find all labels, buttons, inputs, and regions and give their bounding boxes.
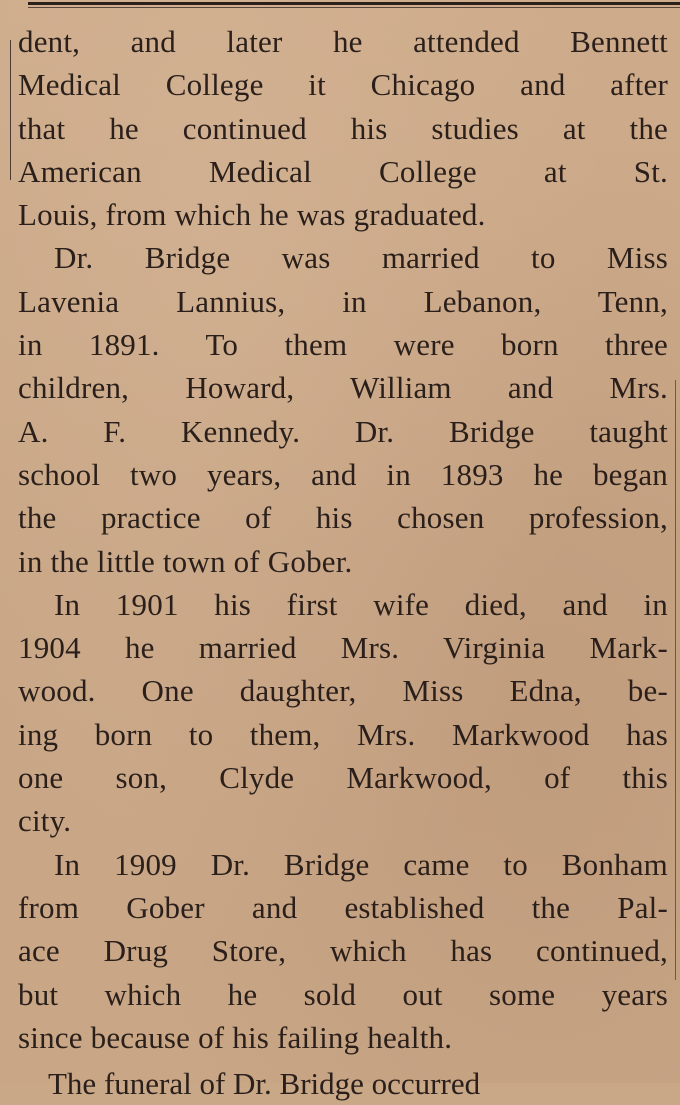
article-line: Lavenia Lannius, in Lebanon, Tenn, [18, 283, 668, 319]
right-column-rule [675, 380, 676, 980]
top-column-rule [28, 2, 680, 5]
article-line: in 1891. To them were born three [18, 327, 668, 363]
article-line: Medical College it Chicago and after [18, 67, 668, 103]
article-line: in the little town of Gober. [18, 543, 353, 579]
article-line: that he continued his studies at the [18, 110, 668, 146]
article-line: 1904 he married Mrs. Virginia Mark- [18, 630, 668, 666]
article-line: ace Drug Store, which has continued, [18, 933, 668, 969]
left-column-rule [10, 40, 11, 180]
article-line: school two years, and in 1893 he began [18, 456, 668, 492]
article-line: children, Howard, William and Mrs. [18, 370, 668, 406]
article-line: Louis, from which he was graduated. [18, 197, 486, 233]
article-line: ing born to them, Mrs. Markwood has [18, 716, 668, 752]
article-line: but which he sold out some years [18, 976, 668, 1012]
article-line: A. F. Kennedy. Dr. Bridge taught [18, 413, 668, 449]
article-line: from Gober and established the Pal- [18, 889, 668, 925]
article-line: In 1909 Dr. Bridge came to Bonham [54, 846, 668, 882]
article-line: since because of his failing health. [18, 1019, 453, 1055]
article-line: city. [18, 803, 72, 839]
cut-off-line: The funeral of Dr. Bridge occurred [48, 1066, 481, 1101]
article-line: American Medical College at St. [18, 153, 668, 189]
article-line: the practice of his chosen profession, [18, 500, 668, 536]
article-column [18, 20, 668, 1059]
top-column-rule-thin [28, 7, 680, 8]
article-line: one son, Clyde Markwood, of this [18, 760, 668, 796]
article-line: wood. One daughter, Miss Edna, be- [18, 673, 668, 709]
article-line: In 1901 his first wife died, and in [54, 586, 668, 622]
article-line: dent, and later he attended Bennett [18, 24, 668, 59]
article-line: Dr. Bridge was married to Miss [54, 240, 668, 276]
